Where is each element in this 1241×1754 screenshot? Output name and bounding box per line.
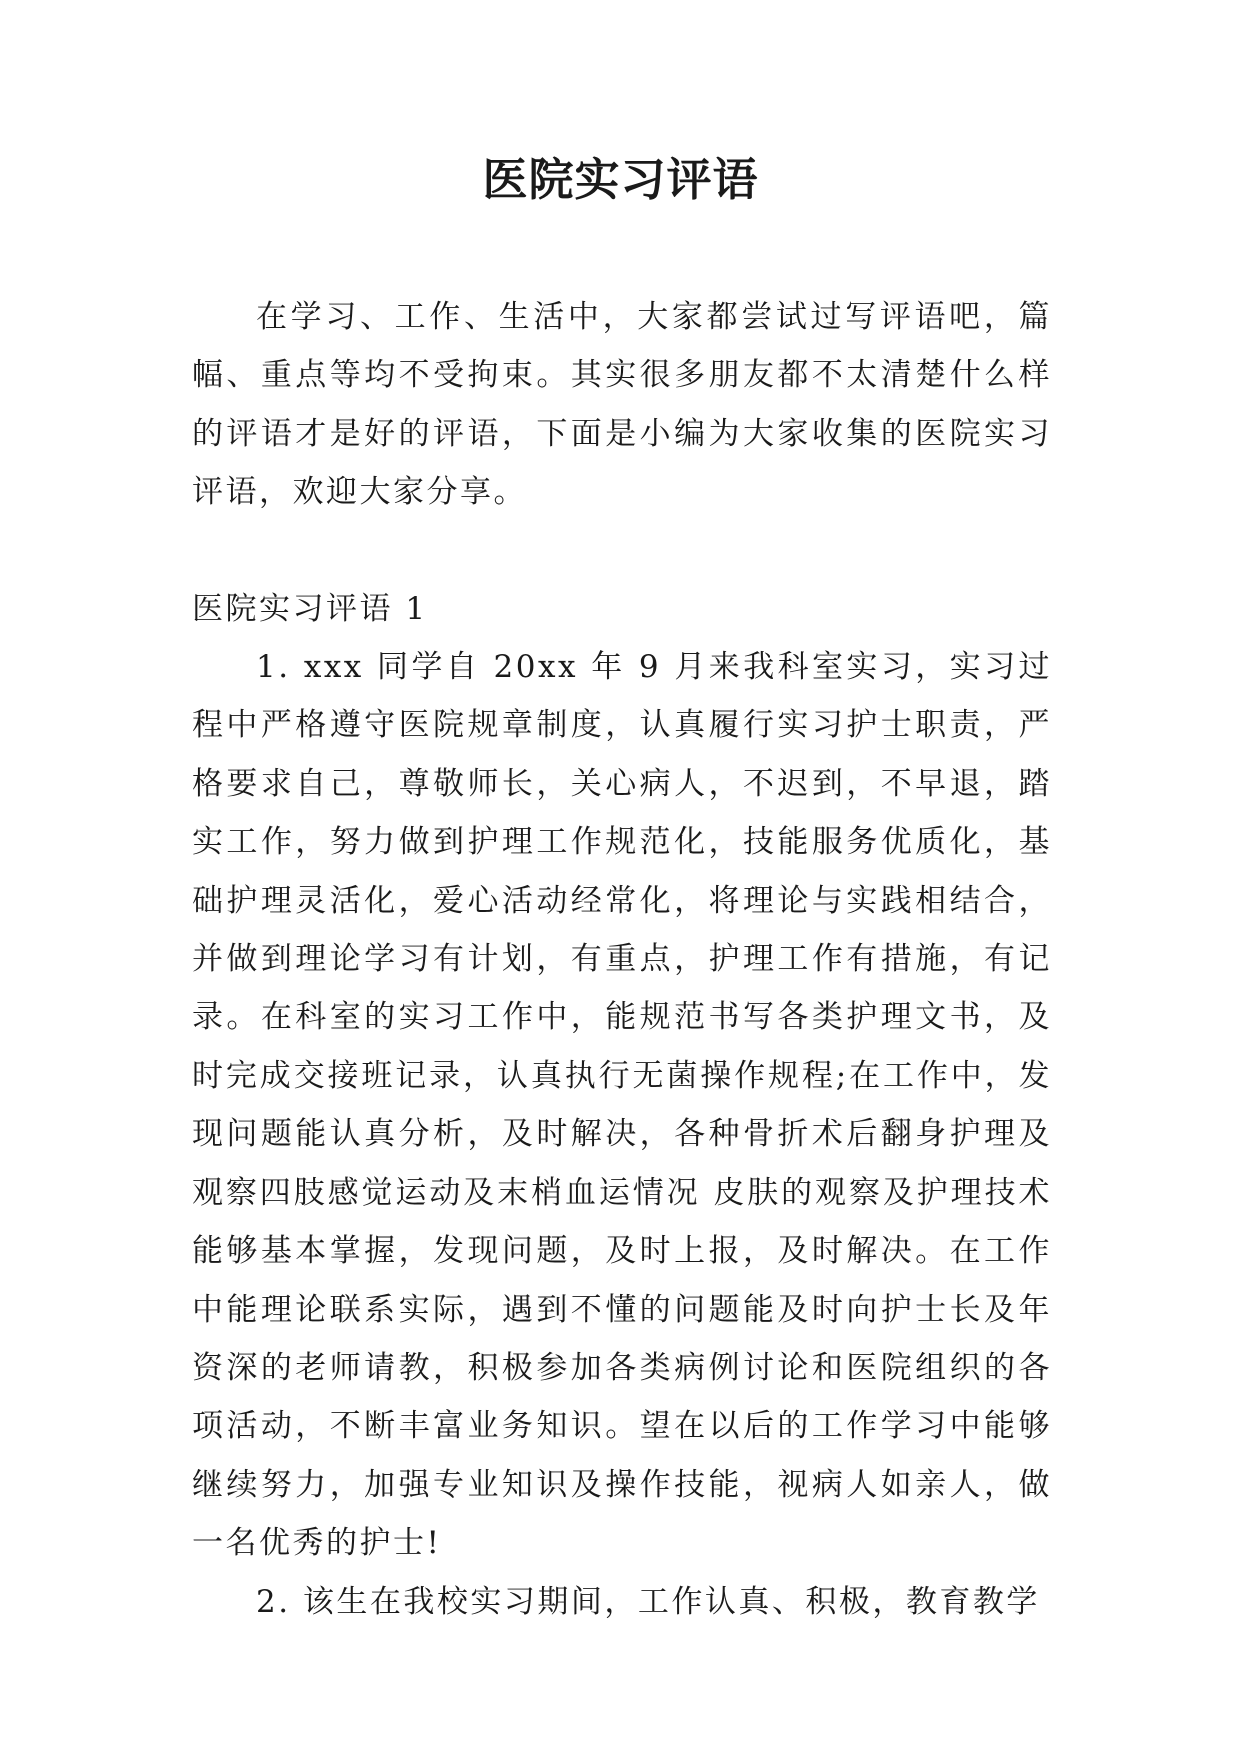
comment-item-1: 1. xxx 同学自 20xx 年 9 月来我科室实习，实习过程中严格遵守医院规章制度，认真履行实习护士职责，严格要求自己，尊敬师长，关心病人，不迟到，不早退，踏实工作，努力做到护理工作规范化，技能服务优质化，基础护理灵活化，爱心活动经常化，将理论与实践相结合，并做到理论学习有计划，有重点，护理工作有措施，有记录。在科室的实习工作中，能规范书写各类护理文书，及时完成交接班记录，认真执行无菌操作规程;在工作中，发现问题能认真分析，及时解决，各种骨折术后翻身护理及观察四肢感觉运动及末梢血运情况 皮肤的观察及护理技术能够基本掌握，发现问题，及时上报，及时解决。在工作中能理论联系实际，遇到不懂的问题能及时向护士长及年资深的老师请教，积极参加各类病例讨论和医院组织的各项活动，不断丰富业务知识。望在以后的工作学习中能够继续努力，加强专业知识及操作技能，视病人如亲人，做一名优秀的护士! — [192, 649, 1052, 1562]
document-body — [192, 288, 1052, 1631]
comment-item-2: 2. 该生在我校实习期间，工作认真、积极，教育教学 — [256, 1583, 1040, 1620]
document-title: 医院实习评语 — [482, 153, 759, 206]
section-heading: 医院实习评语 1 — [192, 590, 428, 627]
intro-paragraph: 在学习、工作、生活中，大家都尝试过写评语吧，篇幅、重点等均不受拘束。其实很多朋友都不太清楚什么样的评语才是好的评语，下面是小编为大家收集的医院实习评语，欢迎大家分享。 — [192, 299, 1052, 511]
